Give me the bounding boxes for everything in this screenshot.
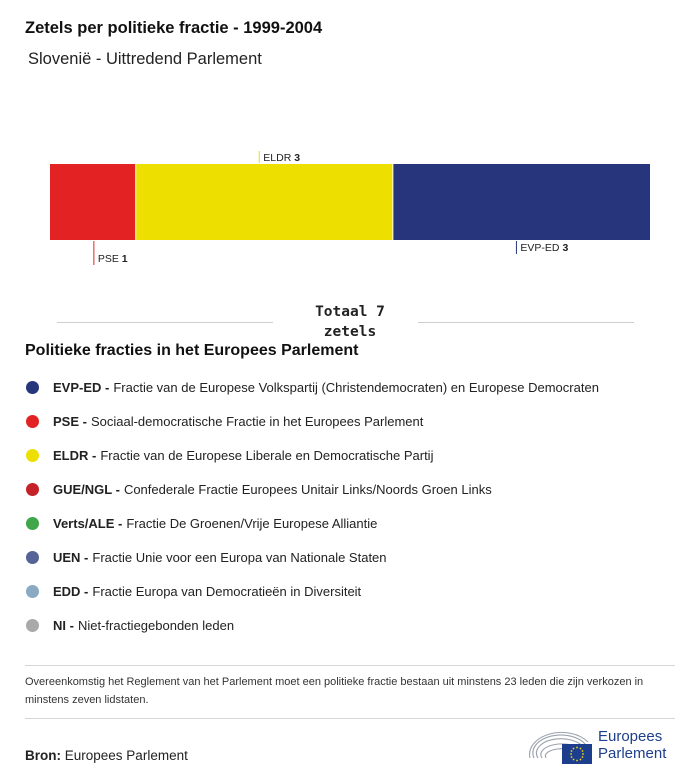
legend-abbr: UEN - xyxy=(53,549,89,565)
source-value: Europees Parlement xyxy=(64,748,188,763)
legend-dot-icon xyxy=(26,415,39,428)
legend xyxy=(25,370,675,642)
legend-abbr: EDD - xyxy=(53,583,89,599)
legend-item xyxy=(25,438,675,472)
legend-desc: Fractie Europa van Democratieën in Diversiteit xyxy=(92,583,362,599)
legend-dot-icon xyxy=(26,449,39,462)
logo-text-line2: Parlement xyxy=(598,745,667,762)
data-label xyxy=(520,242,568,254)
legend-desc: Fractie van de Europese Liberale en Democratische Partij xyxy=(100,447,434,463)
legend-item xyxy=(25,506,675,540)
data-label-value: 3 xyxy=(562,242,569,254)
data-label-category: PSE xyxy=(97,253,122,265)
chart-subtitle: Slovenië - Uittredend Parlement xyxy=(28,50,262,68)
source-line xyxy=(25,748,188,763)
parliament-hemicycle-icon xyxy=(528,728,596,768)
legend-abbr: PSE - xyxy=(53,413,87,429)
data-label-value: 1 xyxy=(121,253,128,265)
data-label xyxy=(263,152,300,164)
total-seats-line1: Totaal 7 xyxy=(315,304,385,320)
legend-desc: Fractie Unie voor een Europa van Nationale Staten xyxy=(92,549,387,565)
total-seats-label xyxy=(290,302,410,342)
total-divider-right xyxy=(418,322,634,323)
data-label xyxy=(98,253,128,265)
bar-segment-evp-ed xyxy=(393,164,650,240)
legend-dot-icon xyxy=(26,551,39,564)
data-label-category: EVP-ED xyxy=(520,242,563,254)
legend-desc: Niet-fractiegebonden leden xyxy=(77,617,235,633)
source-label: Bron: xyxy=(25,748,61,763)
legend-desc: Fractie De Groenen/Vrije Europese Alliantie xyxy=(126,515,378,531)
bar-segment-eldr xyxy=(136,164,393,240)
legend-abbr: ELDR - xyxy=(53,447,97,463)
legend-dot-icon xyxy=(26,585,39,598)
stacked-bar-chart xyxy=(0,140,700,275)
bar-segment-pse xyxy=(50,164,136,240)
legend-item xyxy=(25,540,675,574)
logo-text-line1: Europees xyxy=(598,728,663,745)
total-seats-line2: zetels xyxy=(323,324,377,340)
total-divider-left xyxy=(57,322,273,323)
legend-desc: Fractie van de Europese Volkspartij (Christendemocraten) en Europese Democraten xyxy=(113,379,599,395)
legend-dot-icon xyxy=(26,619,39,632)
legend-abbr: Verts/ALE - xyxy=(53,515,123,531)
legend-dot-icon xyxy=(26,381,39,394)
legend-item xyxy=(25,574,675,608)
legend-desc: Sociaal-democratische Fractie in het Europees Parlement xyxy=(90,413,424,429)
footer-divider-bottom xyxy=(25,718,675,719)
legend-desc: Confederale Fractie Europees Unitair Links/Noords Groen Links xyxy=(123,481,492,497)
footer-divider-top xyxy=(25,665,675,666)
legend-item xyxy=(25,370,675,404)
data-label-value: 3 xyxy=(294,152,301,164)
legend-item xyxy=(25,472,675,506)
legend-dot-icon xyxy=(26,483,39,496)
legend-item xyxy=(25,608,675,642)
legend-title: Politieke fracties in het Europees Parlement xyxy=(25,342,359,359)
legend-abbr: NI - xyxy=(53,617,74,633)
chart-title: Zetels per politieke fractie - 1999-2004 xyxy=(25,19,323,37)
european-parliament-logo xyxy=(528,728,678,768)
footnote: Overeenkomstig het Reglement van het Parlement moet een politieke fractie bestaan uit minstens 23 leden die zijn verkozen in minstens zeven lidstaten. xyxy=(25,676,644,706)
legend-dot-icon xyxy=(26,517,39,530)
legend-item xyxy=(25,404,675,438)
legend-abbr: EVP-ED - xyxy=(53,379,110,395)
data-label-category: ELDR xyxy=(263,152,295,164)
logo-text xyxy=(598,728,666,762)
legend-abbr: GUE/NGL - xyxy=(53,481,120,497)
